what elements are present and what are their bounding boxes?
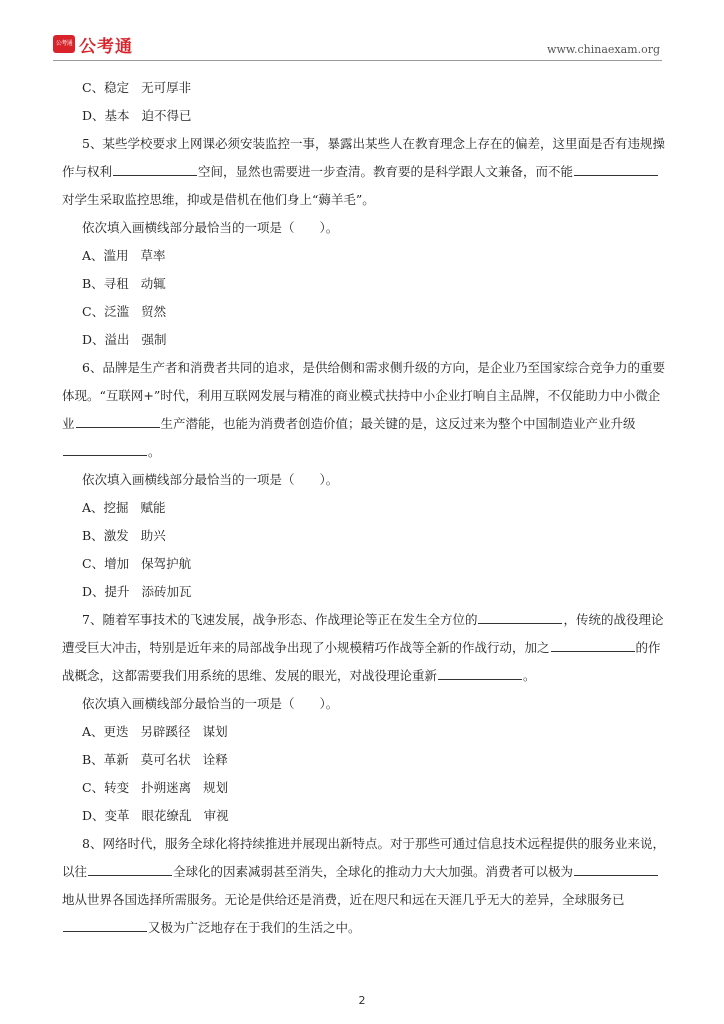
answer-blank [63,441,147,456]
q8-line-2: 以往 全球化的因素减弱甚至消失，全球化的推动力大大加强。消费者可以极为 [62,858,670,886]
site-url[interactable]: www.chinaexam.org [547,43,660,56]
q8-line-3: 地从世界各国选择所需服务。无论是供给还是消费，近在咫尺和远在天涯几乎无大的差异，全球服务已 [62,892,625,907]
option-q5-b: B、寻租 动辄 [82,276,166,291]
q6-line-4: 。 [62,438,670,466]
answer-blank [574,861,658,876]
q6-prompt: 依次填入画横线部分最恰当的一项是（ ）。 [82,472,339,487]
q6-line-2: 体现。“互联网+”时代，利用互联网发展与精准的商业模式扶持中小企业打响自主品牌，不仅能助力中小微企 [62,388,661,403]
answer-blank [551,637,635,652]
q6-line-3: 业 生产潜能，也能为消费者创造价值；最关键的是，这反过来为整个中国制造业产业升级 [62,410,670,438]
q8-line-1: 8、网络时代，服务全球化将持续推进并展现出新特点。对于那些可通过信息技术远程提供的服务业来说， [82,836,665,851]
answer-blank [438,665,522,680]
q5-line-1: 5、某些学校要求上网课必须安装监控一事，暴露出某些人在教育理念上存在的偏差，这里面是否有违规操 [82,136,665,151]
option-q7-a: A、更迭 另辟蹊径 谋划 [82,724,228,739]
q7-line-1: 7、随着军事技术的飞速发展，战争形态、作战理论等正在发生全方位的 ，传统的战役理论 [62,606,670,634]
q7-line-2: 遭受巨大冲击，特别是近年来的局部战争出现了小规模精巧作战等全新的作战行动，加之 的作 [62,634,670,662]
q8-line-4: 又极为广泛地存在于我们的生活之中。 [62,914,670,942]
answer-blank [113,161,197,176]
brand-logo[interactable] [53,33,133,55]
document-body [62,74,670,942]
page-header [0,0,724,64]
q5-prompt: 依次填入画横线部分最恰当的一项是（ ）。 [82,220,339,235]
answer-blank [88,861,172,876]
page-number: 2 [358,994,366,1007]
q7-line-3: 战概念，这都需要我们用系统的思维、发展的眼光，对战役理论重新 。 [62,662,670,690]
answer-blank [76,413,160,428]
option-q6-b: B、激发 助兴 [82,528,166,543]
option-q7-d: D、变革 眼花缭乱 审视 [82,808,229,823]
option-q5-d: D、溢出 强制 [82,332,167,347]
option-q4-c: C、稳定 无可厚非 [82,80,192,95]
option-q6-c: C、增加 保驾护航 [82,556,192,571]
header-divider [53,60,662,61]
option-q7-b: B、革新 莫可名状 诠释 [82,752,228,767]
logo-text: 公考通 [79,36,133,57]
option-q5-c: C、泛滥 贸然 [82,304,167,319]
logo-badge-icon: 公考通 [53,35,75,53]
option-q4-d: D、基本 迫不得已 [82,108,192,123]
q5-line-3: 对学生采取监控思维，抑或是借机在他们身上“薅羊毛”。 [62,192,375,207]
option-q6-a: A、挖掘 赋能 [82,500,166,515]
q5-line-2: 作与权利 空间，显然也需要进一步查清。教育要的是科学跟人文兼备，而不能 [62,158,670,186]
q7-prompt: 依次填入画横线部分最恰当的一项是（ ）。 [82,696,339,711]
option-q6-d: D、提升 添砖加瓦 [82,584,192,599]
answer-blank [63,917,147,932]
answer-blank [574,161,658,176]
option-q7-c: C、转变 扑朔迷离 规划 [82,780,229,795]
q6-line-1: 6、品牌是生产者和消费者共同的追求，是供给侧和需求侧升级的方向，是企业乃至国家综合竞争力的重要 [82,360,665,375]
option-q5-a: A、滥用 草率 [82,248,166,263]
answer-blank [478,609,562,624]
